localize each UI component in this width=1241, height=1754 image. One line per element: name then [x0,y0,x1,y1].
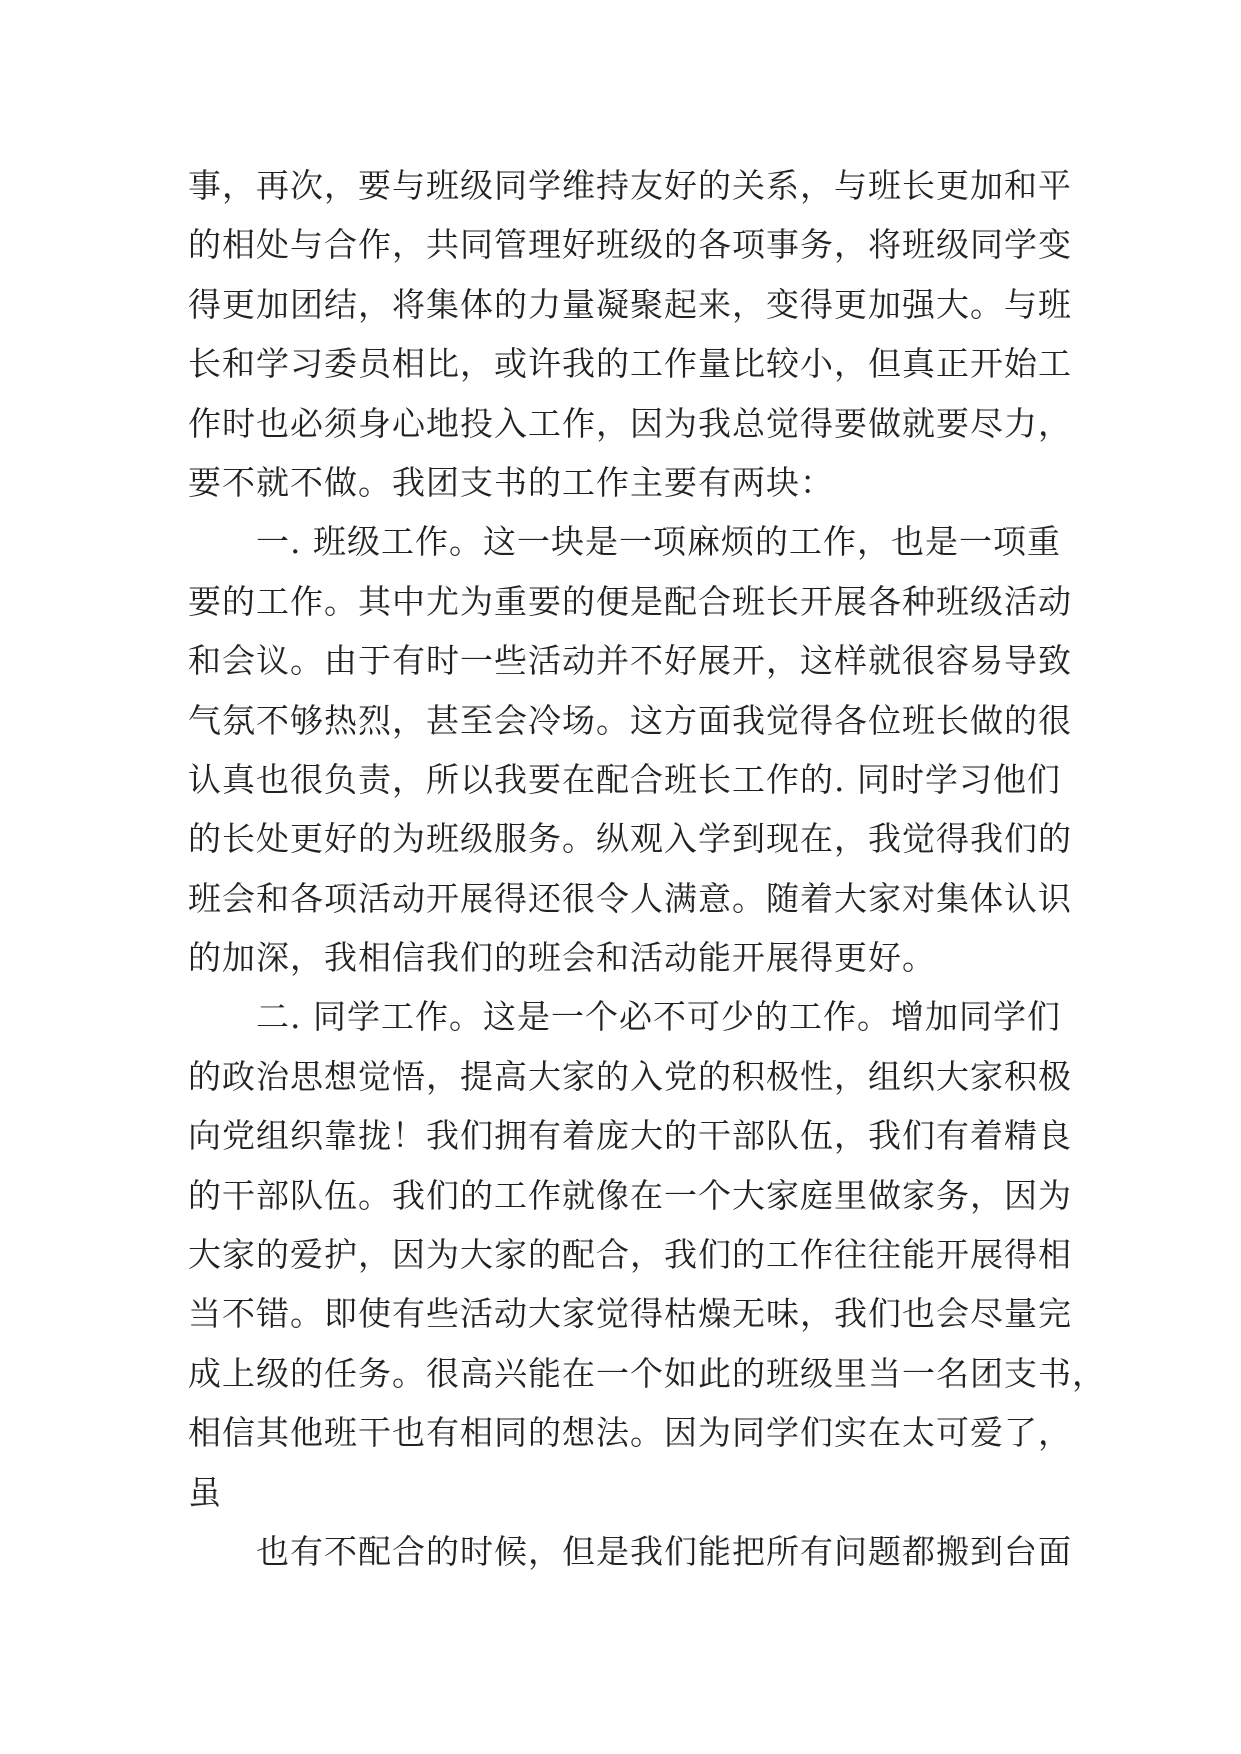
text-line: 班会和各项活动开展得还很令人满意。随着大家对集体认识 [188,878,1072,918]
text-line: 大家的爱护，因为大家的配合，我们的工作往往能开展得相 [188,1235,1072,1275]
text-line: 事，再次，要与班级同学维持友好的关系，与班长更加和平 [188,166,1072,205]
text-line: 气氛不够热烈，甚至会冷场。这方面我觉得各位班长做的很 [188,700,1072,740]
text-line: 作时也必须身心地投入工作，因为我总觉得要做就要尽力， [188,403,1072,443]
text-line: 认真也很负责，所以我要在配合班长工作的. 同时学习他们 [188,759,1061,799]
text-line: 成上级的任务。很高兴能在一个如此的班级里当一名团支书， [188,1353,1106,1393]
text-line: 得更加团结，将集体的力量凝聚起来，变得更加强大。与班 [188,284,1072,324]
paragraph-start-line: 一. 班级工作。这一块是一项麻烦的工作，也是一项重 [256,522,1061,562]
text-line: 向党组织靠拢！我们拥有着庞大的干部队伍，我们有着精良 [188,1116,1072,1156]
text-line: 的政治思想觉悟，提高大家的入党的积极性，组织大家积极 [188,1056,1072,1096]
text-line: 的长处更好的为班级服务。纵观入学到现在，我觉得我们的 [188,819,1072,859]
text-line: 虽 [188,1472,222,1512]
text-line: 和会议。由于有时一些活动并不好展开，这样就很容易导致 [188,641,1072,681]
text-line: 的相处与合作，共同管理好班级的各项事务，将班级同学变 [188,225,1072,265]
body-text [188,156,1106,1581]
text-line: 要的工作。其中尤为重要的便是配合班长开展各种班级活动 [188,581,1072,621]
text-line: 的加深，我相信我们的班会和活动能开展得更好。 [188,938,936,978]
text-line: 要不就不做。我团支书的工作主要有两块： [188,462,834,502]
paragraph-start-line: 二. 同学工作。这是一个必不可少的工作。增加同学们 [256,997,1061,1037]
text-line: 长和学习委员相比，或许我的工作量比较小，但真正开始工 [188,344,1072,384]
paragraph-start-line: 也有不配合的时候，但是我们能把所有问题都搬到台面 [256,1531,1072,1571]
text-line: 的干部队伍。我们的工作就像在一个大家庭里做家务，因为 [188,1175,1072,1215]
text-line: 当不错。即使有些活动大家觉得枯燥无味，我们也会尽量完 [188,1294,1072,1334]
text-line: 相信其他班干也有相同的想法。因为同学们实在太可爱了， [188,1413,1072,1453]
